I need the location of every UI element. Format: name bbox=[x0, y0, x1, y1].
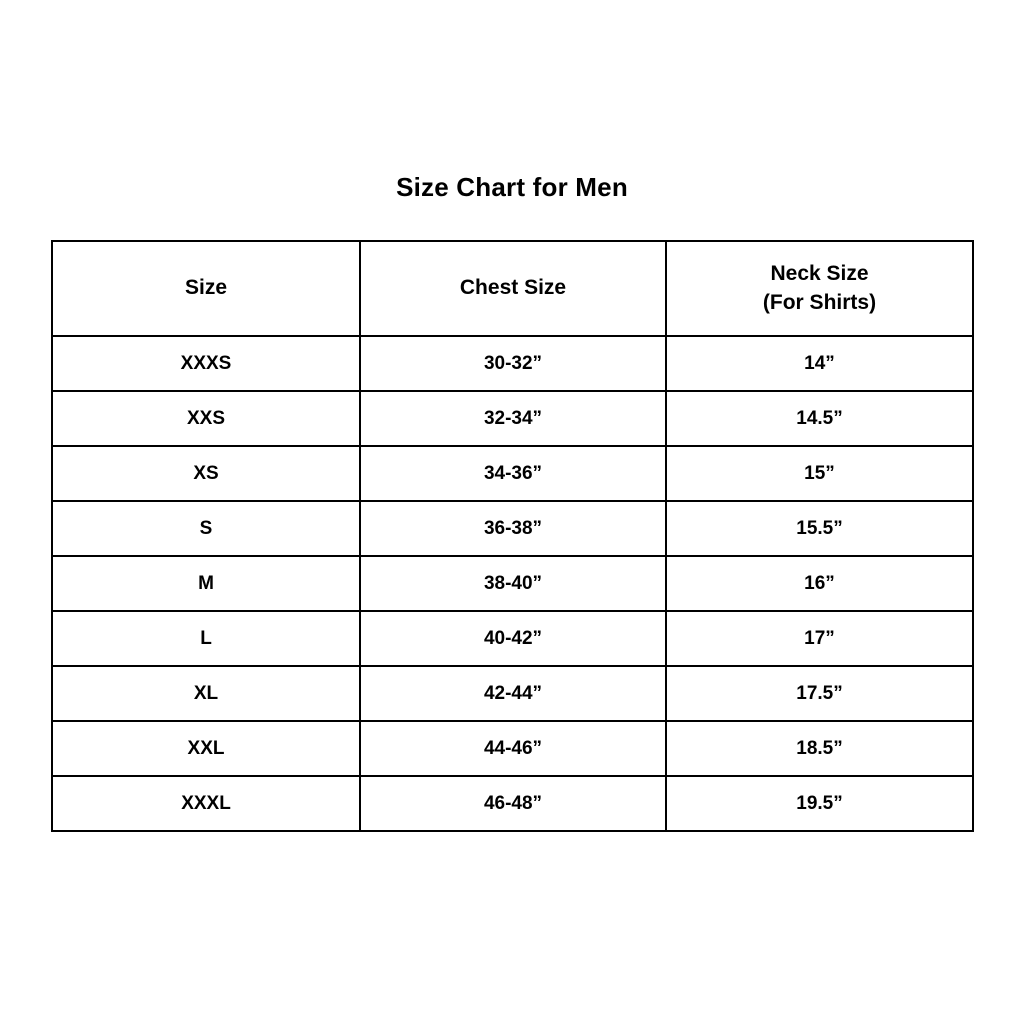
cell-neck: 14” bbox=[666, 336, 973, 391]
table-header-row bbox=[52, 241, 973, 336]
table-row bbox=[52, 666, 973, 721]
column-header-neck-size bbox=[666, 241, 973, 336]
cell-neck: 15.5” bbox=[666, 501, 973, 556]
column-header-size bbox=[52, 241, 360, 336]
table-header bbox=[52, 241, 973, 336]
cell-neck: 16” bbox=[666, 556, 973, 611]
cell-chest: 46-48” bbox=[360, 776, 666, 831]
cell-chest: 36-38” bbox=[360, 501, 666, 556]
cell-size: XXS bbox=[52, 391, 360, 446]
table-row bbox=[52, 446, 973, 501]
cell-size: XXL bbox=[52, 721, 360, 776]
size-chart-table bbox=[51, 240, 974, 832]
cell-size: XS bbox=[52, 446, 360, 501]
cell-size: XXXL bbox=[52, 776, 360, 831]
column-header-chest-size bbox=[360, 241, 666, 336]
cell-neck: 17.5” bbox=[666, 666, 973, 721]
cell-size: XXXS bbox=[52, 336, 360, 391]
table-row bbox=[52, 336, 973, 391]
cell-chest: 44-46” bbox=[360, 721, 666, 776]
column-header-neck-size-sublabel: (For Shirts) bbox=[762, 290, 877, 314]
cell-chest: 30-32” bbox=[360, 336, 666, 391]
cell-size: XL bbox=[52, 666, 360, 721]
column-header-neck-size-label: Neck Size bbox=[770, 262, 869, 286]
table-row bbox=[52, 776, 973, 831]
cell-size: S bbox=[52, 501, 360, 556]
cell-chest: 38-40” bbox=[360, 556, 666, 611]
cell-chest: 32-34” bbox=[360, 391, 666, 446]
cell-neck: 17” bbox=[666, 611, 973, 666]
cell-chest: 42-44” bbox=[360, 666, 666, 721]
page-title: Size Chart for Men bbox=[396, 172, 628, 202]
cell-size: M bbox=[52, 556, 360, 611]
cell-neck: 19.5” bbox=[666, 776, 973, 831]
cell-neck: 14.5” bbox=[666, 391, 973, 446]
column-header-size-label: Size bbox=[184, 276, 228, 300]
table-row bbox=[52, 721, 973, 776]
cell-neck: 18.5” bbox=[666, 721, 973, 776]
column-header-chest-size-label: Chest Size bbox=[459, 276, 567, 300]
cell-chest: 40-42” bbox=[360, 611, 666, 666]
table-body bbox=[52, 336, 973, 831]
table-row bbox=[52, 391, 973, 446]
cell-neck: 15” bbox=[666, 446, 973, 501]
cell-size: L bbox=[52, 611, 360, 666]
table-row bbox=[52, 611, 973, 666]
table-row bbox=[52, 501, 973, 556]
table-row bbox=[52, 556, 973, 611]
cell-chest: 34-36” bbox=[360, 446, 666, 501]
